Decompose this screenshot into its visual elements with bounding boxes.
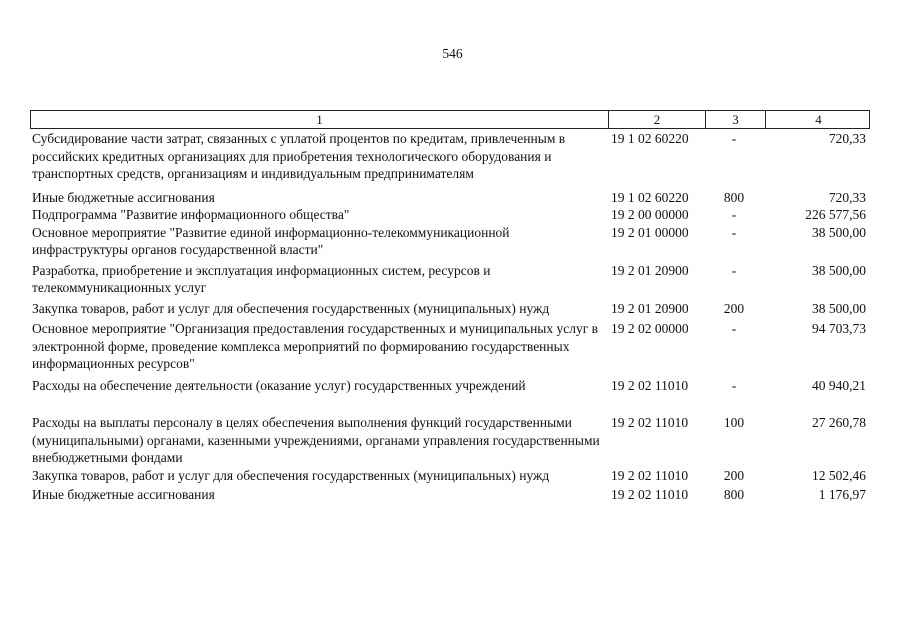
row-type: -	[731, 377, 737, 393]
header-col-1: 1	[316, 112, 323, 127]
row-code: 19 2 01 20900	[611, 262, 689, 278]
row-type: -	[731, 321, 737, 336]
table-row	[30, 414, 870, 467]
table-row	[30, 467, 870, 485]
table-header	[30, 110, 870, 129]
table-row	[30, 377, 870, 395]
row-sum: 38 500,00	[812, 224, 866, 240]
row-code: 19 1 02 60220	[611, 131, 689, 146]
row-name: Иные бюджетные ассигнования	[32, 487, 215, 502]
table-row	[30, 262, 870, 297]
row-code: 19 1 02 60220	[611, 189, 689, 205]
row-sum: 40 940,21	[812, 377, 866, 393]
row-type: 800	[723, 487, 745, 502]
row-sum: 38 500,00	[812, 300, 866, 316]
row-sum: 94 703,73	[812, 321, 866, 336]
table-row	[30, 486, 870, 504]
header-col-4: 4	[765, 111, 871, 128]
page-number: 546	[442, 46, 463, 61]
table-row	[30, 130, 870, 183]
header-col-3: 3	[705, 111, 765, 128]
row-sum: 27 260,78	[812, 415, 866, 430]
row-name: Закупка товаров, работ и услуг для обеспечения государственных (муниципальных) нужд	[32, 300, 550, 316]
row-name: Подпрограмма "Развитие информационного общества"	[32, 207, 350, 222]
row-code: 19 2 01 00000	[611, 224, 689, 240]
row-code: 19 2 00 00000	[611, 207, 689, 222]
row-code: 19 2 02 11010	[611, 487, 689, 502]
row-type: -	[731, 131, 737, 146]
row-code: 19 2 02 11010	[611, 467, 689, 483]
row-name: Разработка, приобретение и эксплуатация информационных систем, ресурсов и телекоммуникационных услуг	[32, 262, 491, 295]
budget-table	[30, 110, 870, 504]
header-col-2: 2	[608, 111, 705, 128]
table-row	[30, 189, 870, 207]
table-row	[30, 224, 870, 259]
table-row	[30, 300, 870, 318]
row-sum: 12 502,46	[812, 467, 866, 483]
row-type: 800	[723, 189, 745, 205]
row-sum: 720,33	[828, 131, 866, 146]
table-row	[30, 206, 870, 224]
row-name: Основное мероприятие "Организация предоставления государственных и муниципальных услуг в электронной форме, проведение комплекса мероприятий по формированию государственных информационных ресурсов"	[32, 321, 599, 371]
row-type: -	[731, 207, 737, 222]
row-code: 19 2 02 11010	[611, 415, 689, 430]
row-code: 19 2 02 11010	[611, 377, 689, 393]
row-sum: 38 500,00	[812, 262, 866, 278]
row-name: Расходы на обеспечение деятельности (оказание услуг) государственных учреждений	[32, 377, 526, 393]
row-type: 200	[723, 467, 745, 483]
row-name: Субсидирование части затрат, связанных с уплатой процентов по кредитам, привлеченным в российских кредитных организациях для приобретения технологического оборудования и транспортных средств, организациям и индивидуальным предпринимателям	[32, 131, 566, 181]
row-sum: 720,33	[828, 189, 866, 205]
row-type: -	[731, 262, 737, 278]
row-name: Расходы на выплаты персоналу в целях обеспечения выполнения функций государственными (муниципальными) органами, казенными учреждениями, органами управления государственными внебюджетными фондами	[32, 415, 600, 465]
row-name: Иные бюджетные ассигнования	[32, 189, 215, 205]
row-name: Основное мероприятие "Развитие единой информационно-телекоммуникационной инфраструктуры органов государственной власти"	[32, 224, 510, 257]
row-sum: 1 176,97	[818, 487, 866, 502]
row-type: -	[731, 224, 737, 240]
row-code: 19 2 01 20900	[611, 300, 689, 316]
row-name: Закупка товаров, работ и услуг для обеспечения государственных (муниципальных) нужд	[32, 467, 550, 483]
row-sum: 226 577,56	[805, 207, 866, 222]
row-type: 200	[723, 300, 745, 316]
row-type: 100	[723, 415, 745, 430]
table-row	[30, 320, 870, 373]
row-code: 19 2 02 00000	[611, 321, 689, 336]
